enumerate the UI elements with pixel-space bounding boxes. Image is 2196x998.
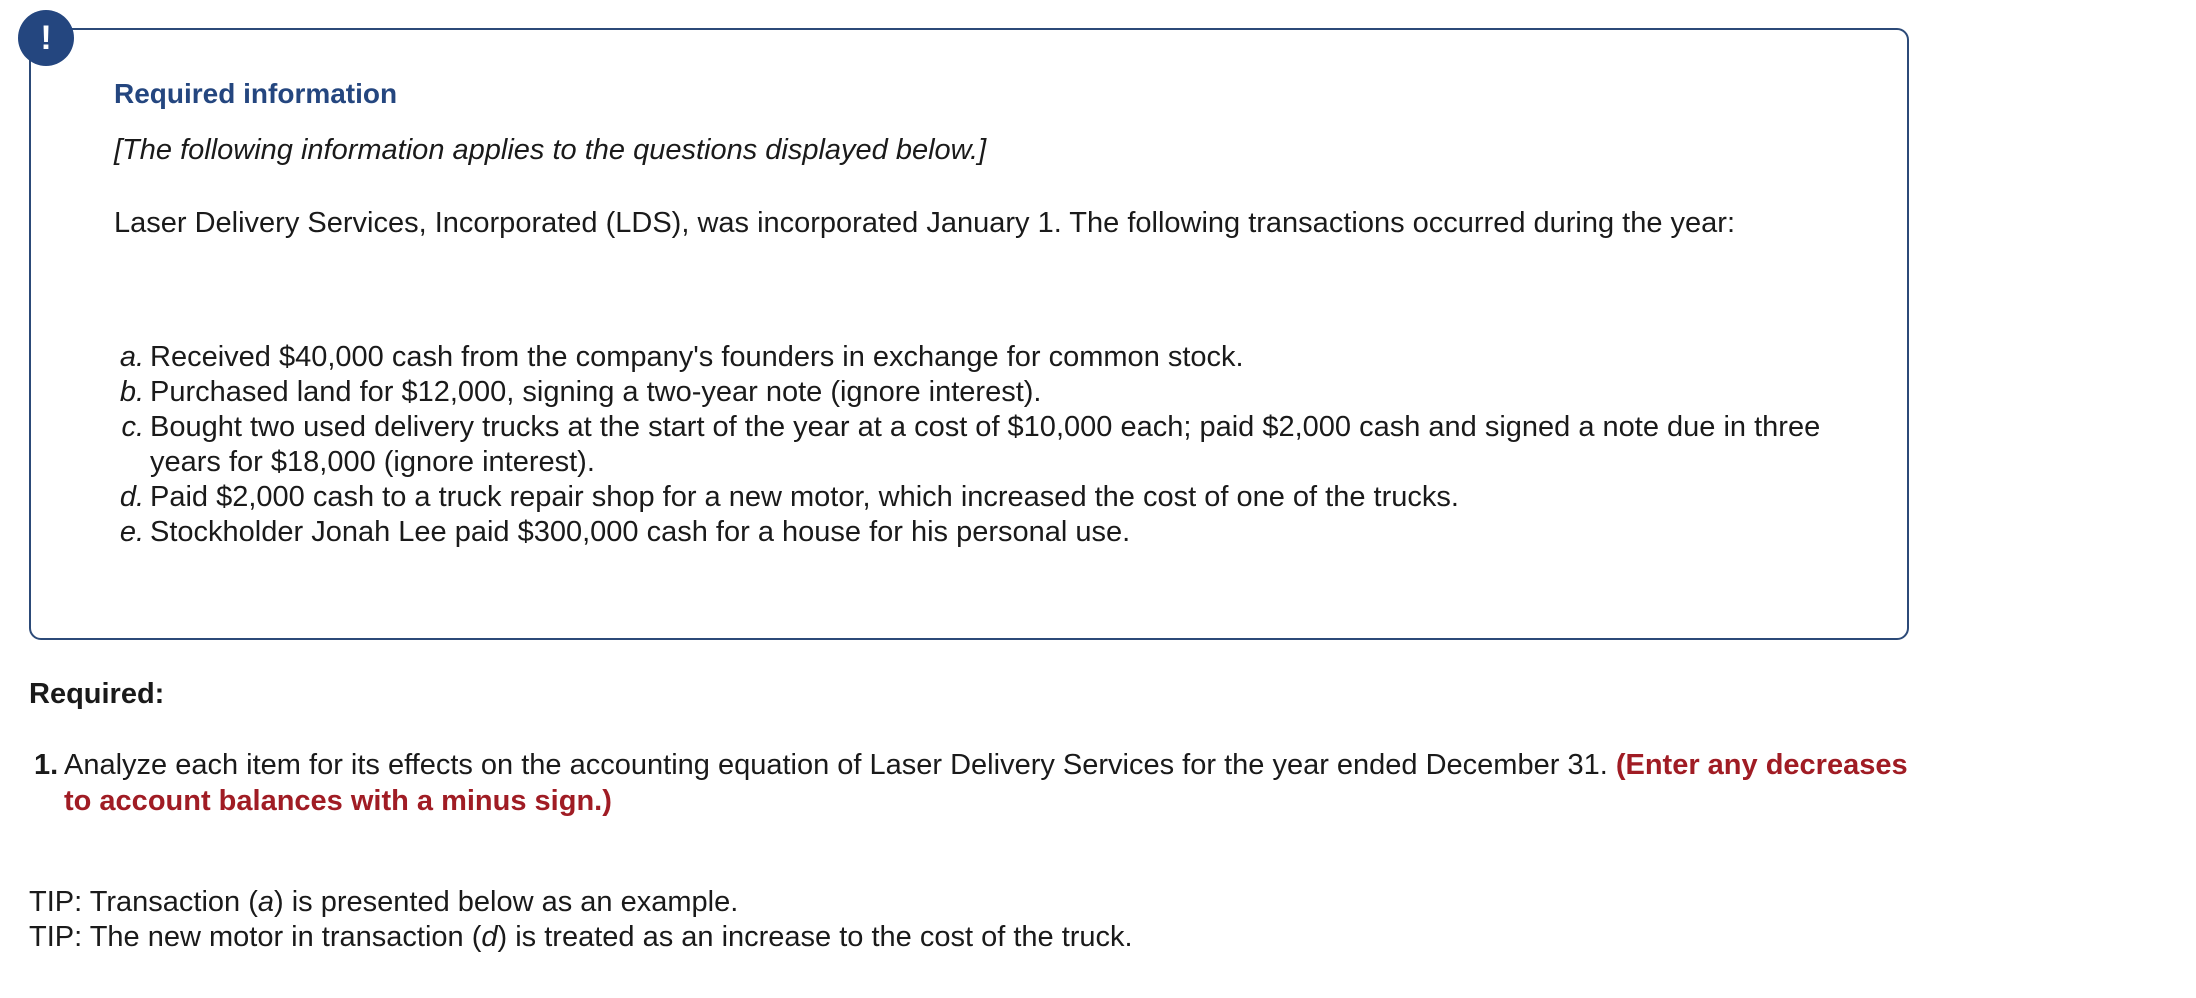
transaction-text: Paid $2,000 cash to a truck repair shop for a new motor, which increased the cost of one of the trucks. <box>150 481 1459 513</box>
tip-italic: d <box>481 921 498 953</box>
info-note: [The following information applies to the questions displayed below.] <box>114 134 987 166</box>
transaction-item-b <box>114 375 1834 410</box>
requirement-number: 1. <box>34 749 59 781</box>
transaction-list <box>114 340 1834 550</box>
requirement-body <box>64 747 1914 819</box>
required-heading: Required: <box>29 678 165 710</box>
alert-icon <box>18 10 74 66</box>
tips <box>29 885 1133 955</box>
transaction-letter: b. <box>119 376 144 408</box>
transaction-item-d <box>114 480 1834 515</box>
tip-line <box>29 885 1133 920</box>
transaction-item-c <box>114 410 1834 480</box>
transaction-text: Stockholder Jonah Lee paid $300,000 cash for a house for his personal use. <box>150 516 1131 548</box>
transaction-text: Bought two used delivery trucks at the start of the year at a cost of $10,000 each; paid $2,000 cash and signed a note due in three years for $18,000 (ignore interest). <box>150 411 1821 478</box>
transaction-letter: d. <box>119 481 144 513</box>
info-title: Required information <box>114 78 398 109</box>
transaction-letter: c. <box>121 411 144 443</box>
transaction-text: Received $40,000 cash from the company's founders in exchange for common stock. <box>150 341 1244 373</box>
transaction-letter: e. <box>119 516 144 548</box>
transaction-text: Purchased land for $12,000, signing a two-year note (ignore interest). <box>150 376 1042 408</box>
requirement-item <box>34 747 1914 819</box>
alert-icon-symbol: ! <box>40 18 52 57</box>
requirement-text: Analyze each item for its effects on the accounting equation of Laser Delivery Services for the year ended December 31. <box>64 749 1608 781</box>
tip-prefix: TIP: The new motor in transaction ( <box>29 921 482 953</box>
transaction-item-e <box>114 515 1834 550</box>
tip-prefix: TIP: Transaction ( <box>29 886 258 918</box>
requirement-emphasis: (Enter any decreases to account balances with a minus sign.) <box>64 749 1908 817</box>
info-intro: Laser Delivery Services, Incorporated (LDS), was incorporated January 1. The following transactions occurred during the year: <box>114 207 1736 239</box>
tip-suffix: ) is treated as an increase to the cost of the truck. <box>497 921 1133 953</box>
transaction-letter: a. <box>119 341 144 373</box>
transaction-item-a <box>114 340 1834 375</box>
tip-italic: a <box>257 886 274 918</box>
tip-suffix: ) is presented below as an example. <box>274 886 739 918</box>
tip-line <box>29 920 1133 955</box>
